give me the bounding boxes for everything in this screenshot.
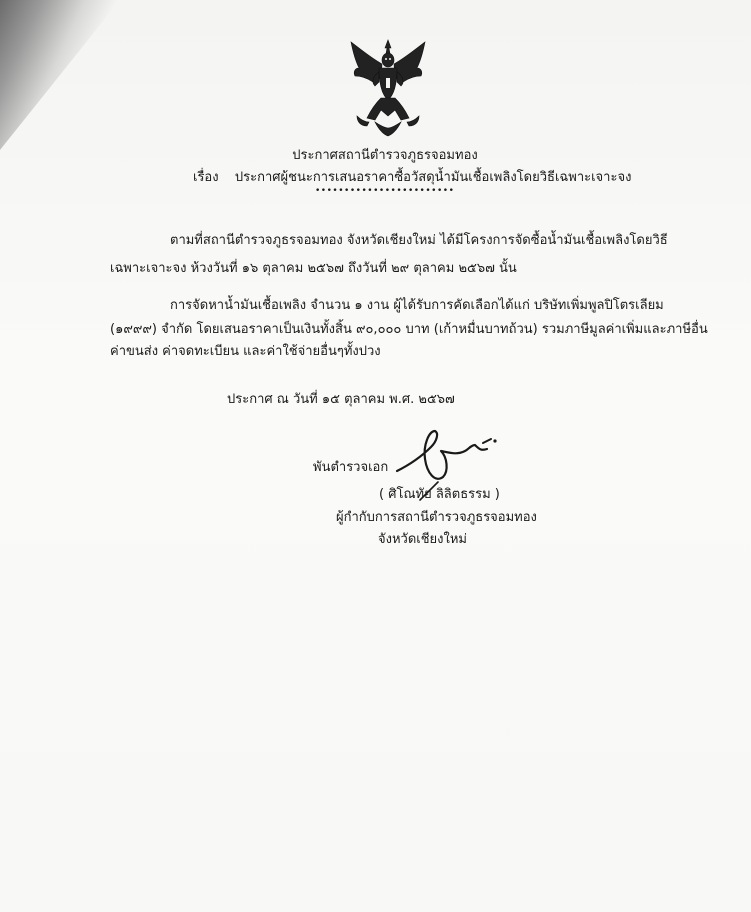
handwritten-signature (395, 425, 505, 485)
paragraph-2-line-3: ค่าขนส่ง ค่าจดทะเบียน และค่าใช้จ่ายอื่นๆทั้งปวง (110, 344, 381, 359)
subject-text: ประกาศผู้ชนะการเสนอราคาซื้อวัสดุน้ำมันเชื้อเพลิงโดยวิธีเฉพาะเจาะจง (234, 170, 632, 185)
signatory-position: ผู้กำกับการสถานีตำรวจภูธรจอมทอง (336, 510, 537, 525)
signatory-rank: พันตำรวจเอก (313, 460, 389, 475)
signatory-province: จังหวัดเชียงใหม่ (378, 532, 467, 547)
paragraph-1-line-1: ตามที่สถานีตำรวจภูธรจอมทอง จังหวัดเชียงใหม่ ได้มีโครงการจัดซื้อน้ำมันเชื้อเพลิงโดยวิธี (170, 233, 668, 248)
signatory-name: ( ศิโณทัย ลิลิตธรรม ) (379, 487, 500, 502)
page-corner-shadow (0, 0, 120, 150)
paragraph-2-line-2: (๑๙๙๙) จำกัด โดยเสนอราคาเป็นเงินทั้งสิ้น ๙๐,๐๐๐ บาท (เก้าหมื่นบาทถ้วน) รวมภาษีมูลค่าเพิ่มและภาษีอื่น (110, 322, 708, 337)
signature-stroke-mark (418, 480, 440, 502)
organization-title: ประกาศสถานีตำรวจภูธรจอมทอง (292, 148, 478, 163)
subject-label: เรื่อง (193, 170, 219, 185)
paragraph-2-line-1: การจัดหาน้ำมันเชื้อเพลิง จำนวน ๑ งาน ผู้ได้รับการคัดเลือกได้แก่ บริษัทเพิ่มพูลปิโตรเลียม (170, 298, 664, 313)
separator: •••••••••••••••••••••••• (315, 188, 455, 194)
announcement-date: ประกาศ ณ วันที่ ๑๕ ตุลาคม พ.ศ. ๒๕๖๗ (227, 392, 455, 407)
subject-line (193, 170, 631, 186)
garuda-emblem-icon (345, 38, 431, 138)
paragraph-1-line-2: เฉพาะเจาะจง ห้วงวันที่ ๑๖ ตุลาคม ๒๕๖๗ ถึงวันที่ ๒๙ ตุลาคม ๒๕๖๗ นั้น (110, 261, 517, 276)
